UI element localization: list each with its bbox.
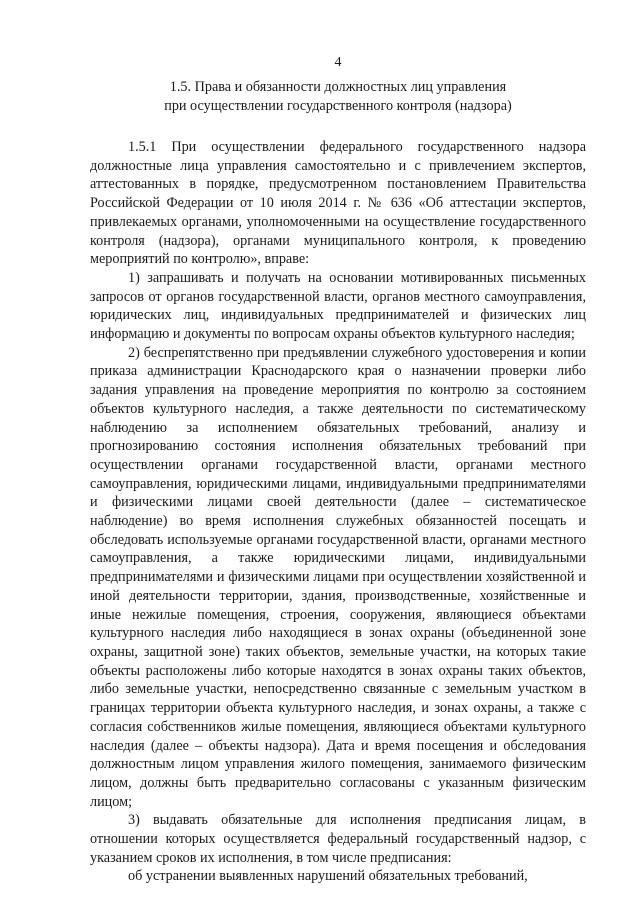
paragraph-item-3: 3) выдавать обязательные для исполнения предписания лицам, в отношении которых осуществляется федеральный государственный надзор, с указанием сроков их исполнения, в том числе предписания:	[90, 812, 586, 866]
document-body	[90, 138, 586, 886]
section-heading-line-1: 1.5. Права и обязанности должностных лиц управления	[169, 79, 507, 95]
section-heading-line-2: при осуществлении государственного контроля (надзора)	[164, 98, 512, 114]
section-heading	[90, 78, 586, 116]
page-number: 4	[334, 55, 342, 70]
paragraph-item-1: 1) запрашивать и получать на основании мотивированных письменных запросов от органов государственной власти, органов местного самоуправления, юридических лиц, индивидуальных предпринимателей и физических лиц информацию и документы по вопросам охраны объектов культурного наследия;	[90, 269, 586, 343]
paragraph-item-2: 2) беспрепятственно при предъявлении служебного удостоверения и копии приказа администрации Краснодарского края о назначении проверки либо задания управления на проведение мероприятия по контролю за состоянием объектов культурного наследия, а также деятельности по систематическому наблюдению за исполнением обязательных требований, анализу и прогнозированию состояния исполнения обязательных требований при осуществлении органами государственной власти, органами местного самоуправления, юридическими лицами, индивидуальными предпринимателями и физическими лицами своей деятельности (далее – систематическое наблюдение) во время исполнения служебных обязанностей посещать и обследовать используемые органами государственной власти, органами местного самоуправления, а также юридическими лицами, индивидуальными предпринимателями и физическими лицами при осуществлении хозяйственной и иной деятельности территории, здания, производственные, хозяйственные и иные нежилые помещения, строения, сооружения, являющиеся объектами культурного наследия либо находящиеся в зонах охраны (объединенной зоне охраны, защитной зоне) таких объектов, земельные участки, на которых такие объекты расположены либо которые находятся в зонах охраны таких объектов, либо земельные участки, непосредственно связанные с земельным участком в границах территории объекта культурного наследия, и зонах охраны, а также с согласия собственников жилые помещения, являющиеся объектами культурного наследия (далее – объекты надзора). Дата и время посещения и обследования должностным лицом управления жилого помещения, занимаемого физическим лицом, должны быть предварительно согласованы с указанным физическим лицом;	[90, 344, 586, 810]
paragraph-subitem: об устранении выявленных нарушений обязательных требований,	[128, 868, 528, 885]
paragraph-1-5-1: 1.5.1 При осуществлении федерального государственного надзора должностные лица управления самостоятельно и с привлечением экспертов, аттестованных в порядке, предусмотренном постановлением Правительства Российской Федерации от 10 июля 2014 г. № 636 «Об аттестации экспертов, привлекаемых органами, уполномоченными на осуществление государственного контроля (надзора), органами муниципального контроля, к проведению мероприятий по контролю», вправе:	[90, 139, 586, 268]
